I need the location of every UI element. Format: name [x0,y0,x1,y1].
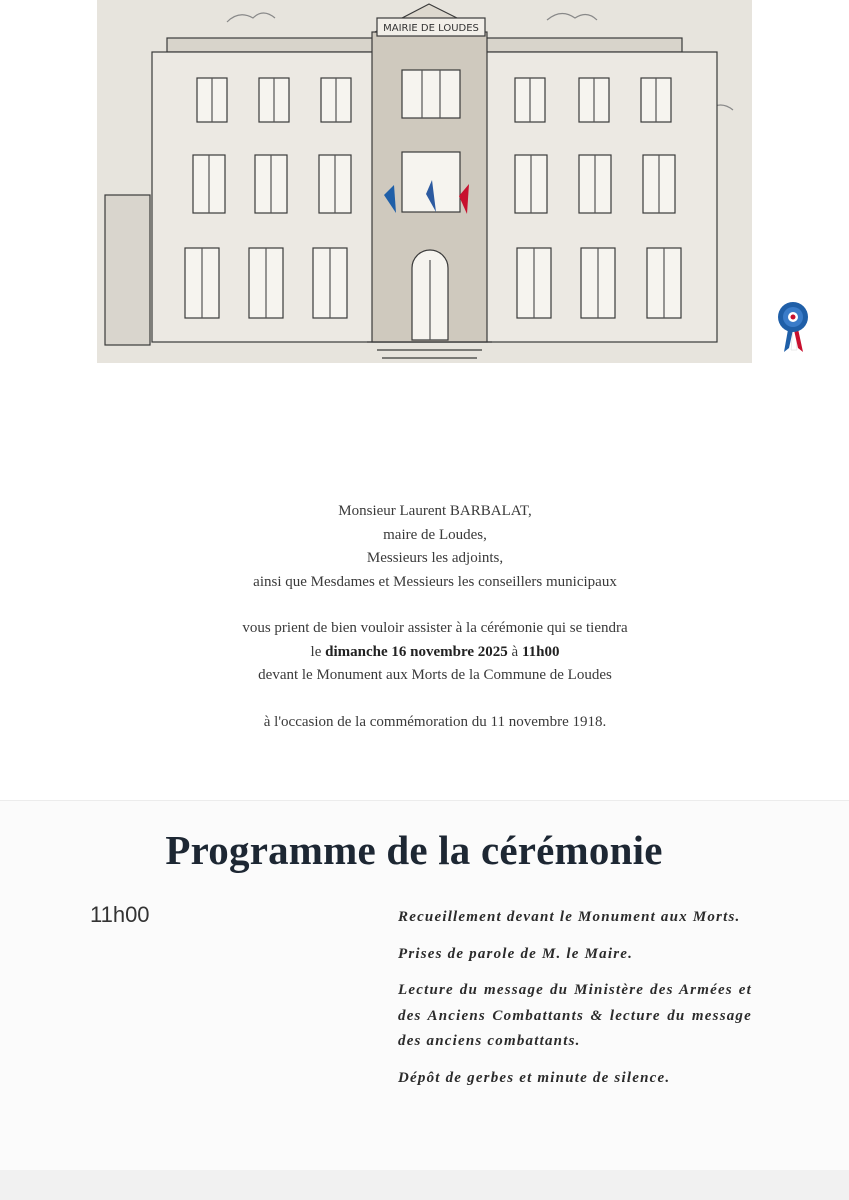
invitation-text [120,500,750,734]
ceremony-date: dimanche 16 novembre 2025 [325,643,508,660]
invitation-line-date: le dimanche 16 novembre 2025 à 11h00 [310,643,560,660]
page-shadow [0,1170,849,1200]
invitation-line-occasion: à l'occasion de la commémoration du 11 novembre 1918. [263,713,607,730]
invitation-line-mayor: Monsieur Laurent BARBALAT, [338,503,532,519]
ceremony-time: 11h00 [521,643,560,660]
invitation-line-mayor-title: maire de Loudes, [383,526,487,543]
programme-item: Dépôt de gerbes et minute de silence. [398,1069,671,1086]
invitation-line-councillors: ainsi que Mesdames et Messieurs les conseillers municipaux [253,573,617,590]
programme-items [398,905,752,1102]
town-hall-sign: MAIRIE DE LOUDES [383,23,479,34]
invitation-line-location: devant le Monument aux Morts de la Commune de Loudes [258,667,612,683]
programme-item: Prises de parole de M. le Maire. [398,945,634,962]
invitation-line-request: vous prient de bien vouloir assister à la cérémonie qui se tiendra [242,620,628,636]
programme-title: Programme de la cérémonie [165,827,663,873]
programme-time: 11h00 [90,902,150,927]
town-hall-drawing [97,0,752,363]
programme-item: Lecture du message du Ministère des Armées et des Anciens Combattants & lecture du message des anciens combattants. [398,982,752,1049]
invitation-line-deputies: Messieurs les adjoints, [366,550,504,566]
tricolor-rosette-icon [775,300,811,354]
programme-item: Recueillement devant le Monument aux Morts. [398,909,741,925]
